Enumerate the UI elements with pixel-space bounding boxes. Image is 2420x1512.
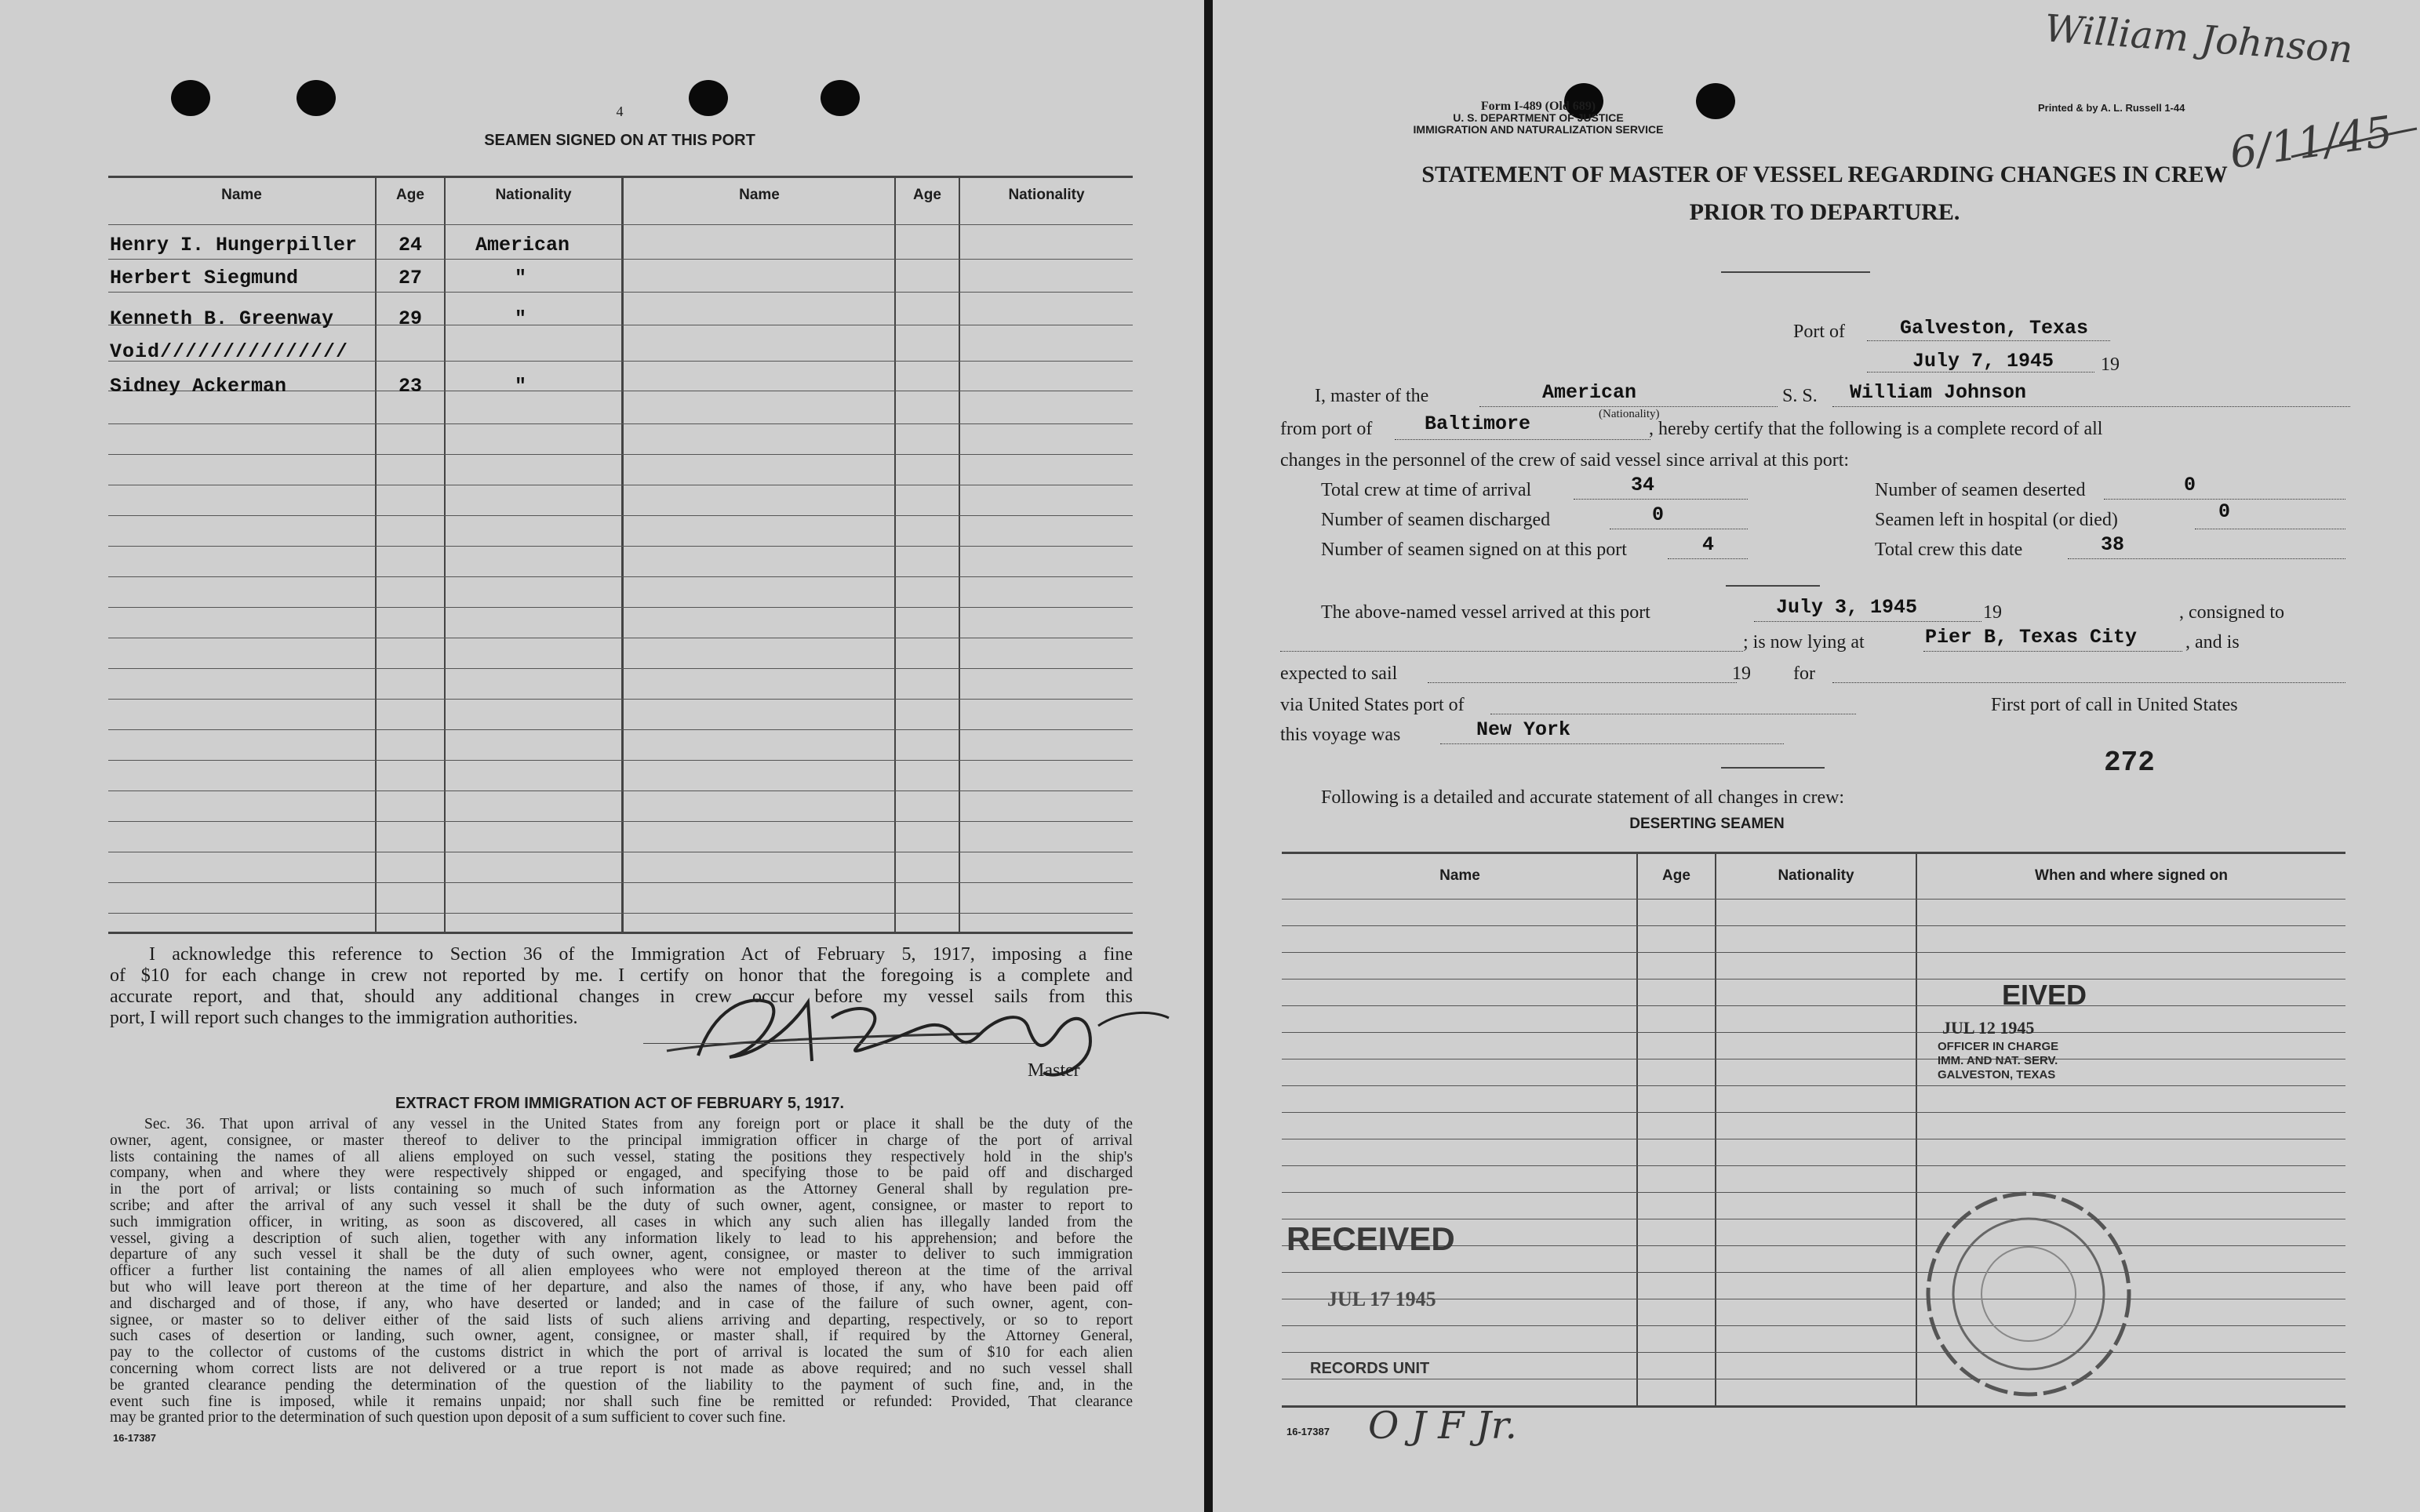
- table-row-rule: [108, 729, 1133, 730]
- ack-line: accurate report, and that, should any additional changes in crew occur before my vessel sails from this: [110, 987, 1133, 1007]
- table-row-rule: [1282, 925, 2345, 926]
- table-row-rule: [108, 259, 1133, 260]
- table-row-rule: [1282, 1352, 2345, 1353]
- and-is-label: , and is: [2185, 632, 2240, 652]
- master-of-label: I, master of the: [1315, 386, 1429, 406]
- extract-line: be granted clearance pending the determination of the question of the liability to the payment of such fine, and, in the: [110, 1376, 1133, 1394]
- extract-line: but who will leave port thereon at the time of her departure, and also the names of those, if any, who have been paid off: [110, 1278, 1133, 1296]
- ack-line: of $10 for each change in crew not reported by me. I certify on honor that the foregoing is a complete and: [110, 965, 1133, 986]
- service: IMMIGRATION AND NATURALIZATION SERVICE: [1413, 123, 1664, 136]
- changes-text: changes in the personnel of the crew of said vessel since arrival at this port:: [1280, 450, 1850, 471]
- round-seal-stamp: [1919, 1184, 2138, 1404]
- deserting-title: DESERTING SEAMEN: [1629, 816, 1785, 832]
- extract-line: and discharged and of those, if any, who have deserted or landed; and in case of the failure of such owner, agent, con-: [110, 1295, 1133, 1312]
- fill-line: [1440, 743, 1784, 744]
- punch-hole: [821, 80, 860, 116]
- col-divider: [1715, 852, 1716, 1405]
- table-row-void: Void///////////////: [110, 340, 349, 363]
- table-row-rule: [108, 515, 1133, 516]
- extract-line: such cases of desertion or landing, such owner, agent, consignee, or master shall, if required by the Attorney General,: [110, 1328, 1133, 1345]
- col-divider: [894, 176, 896, 932]
- received-stamp: RECEIVED: [1286, 1220, 1455, 1257]
- stamp-date: JUL 12 1945: [1942, 1018, 2035, 1038]
- page-gap: [1204, 0, 1213, 1512]
- table-row-rule: [108, 423, 1133, 424]
- table-row-nationality: ": [515, 375, 527, 398]
- table-row-rule: [108, 292, 1133, 293]
- col-header-age: Age: [1662, 867, 1690, 884]
- table-row-rule: [108, 882, 1133, 883]
- discharged-label: Number of seamen discharged: [1321, 510, 1551, 530]
- port-label: Port of: [1793, 322, 1845, 342]
- extract-title: EXTRACT FROM IMMIGRATION ACT OF FEBRUARY 5, 1917.: [395, 1095, 845, 1112]
- title-rule: [1721, 271, 1870, 273]
- extract-line: may be granted prior to the determination of such question upon deposit of a sum sufficient to cover such fine.: [110, 1409, 786, 1427]
- table-row-rule: [1282, 1032, 2345, 1033]
- extract-line: company, when and where they were respectively shipped or engaged, and specifying those to be paid off and discharged: [110, 1165, 1133, 1182]
- table-row-rule: [1282, 952, 2345, 953]
- fill-line: [1832, 406, 2350, 407]
- form-number: Form I-489 (Old 689): [1480, 100, 1596, 113]
- fill-line: [1754, 621, 1981, 622]
- table-row-rule: [1282, 1165, 2345, 1166]
- total-crew-arrival-label: Total crew at time of arrival: [1321, 480, 1532, 500]
- col-header-name: Name: [739, 187, 780, 203]
- extract-line: in the port of arrival; or lists containing so much of such information as the Attorney General shall by regulation pre-: [110, 1181, 1133, 1198]
- table-row-age: 29: [398, 307, 423, 330]
- col-divider: [375, 176, 377, 932]
- col-header-nationality: Nationality: [1008, 187, 1085, 203]
- lying-label: ; is now lying at: [1743, 632, 1865, 652]
- table-row-rule: [1282, 1085, 2345, 1086]
- received-date: JUL 17 1945: [1327, 1288, 1436, 1310]
- port-value: Galveston, Texas: [1900, 317, 2089, 340]
- year-prefix: 19: [1732, 663, 1751, 684]
- fill-line: [1280, 651, 1743, 652]
- table-row-name: Sidney Ackerman: [110, 375, 287, 398]
- table-top-rule: [1282, 852, 2345, 854]
- department: U. S. DEPARTMENT OF JUSTICE: [1453, 111, 1624, 124]
- extract-line: pay to the collector of customs of the customs district in which the port of arrival is located the sum of $10 for each alien: [110, 1344, 1133, 1361]
- consigned-label: , consigned to: [2179, 602, 2284, 623]
- form-code: 16-17387: [1286, 1426, 1330, 1437]
- col-divider: [444, 176, 446, 932]
- extract-line: concerning whom correct lists are not delivered or a true report is not made as above required; and no such vessel shall: [110, 1360, 1133, 1377]
- nationality-value: American: [1542, 381, 1637, 404]
- table-bottom-rule: [108, 932, 1133, 934]
- initials-signature: O J F Jr.: [1368, 1404, 1517, 1448]
- punch-hole: [171, 80, 210, 116]
- table-row-rule: [108, 699, 1133, 700]
- form-title-line2: PRIOR TO DEPARTURE.: [1689, 199, 1960, 225]
- nationality-caption: (Nationality): [1599, 408, 1660, 420]
- handwritten-date: 6/11/45: [2226, 106, 2396, 179]
- extract-line: such immigration officer, in writing, as soon as discovered, all cases in which any such alien has illegally landed from the: [110, 1213, 1133, 1230]
- extract-line: signee, or master so to deliver either of the said lists of such aliens arriving and departing, respectively, or so to report: [110, 1311, 1133, 1328]
- fill-line: [1867, 340, 2110, 341]
- col-divider: [1636, 852, 1638, 1405]
- extract-line: owner, agent, consignee, or master thereof to deliver to the principal immigration officer in charge of the port of arrival: [110, 1132, 1133, 1149]
- table-row-rule: [108, 821, 1133, 822]
- stamp-office-line: OFFICER IN CHARGE: [1938, 1040, 2059, 1053]
- table-row-rule: [108, 576, 1133, 577]
- records-unit-stamp: RECORDS UNIT: [1310, 1360, 1430, 1377]
- fill-line: [1832, 682, 2345, 683]
- fill-line: [2068, 558, 2345, 559]
- stamp-office-line: IMM. AND NAT. SERV.: [1938, 1054, 2058, 1067]
- col-header-age: Age: [396, 187, 424, 203]
- signature-line: [643, 1043, 1035, 1044]
- punch-hole: [689, 80, 728, 116]
- table-row-age: 27: [398, 267, 423, 289]
- extract-line: Sec. 36. That upon arrival of any vessel in the United States from any foreign port or place it shall be the duty of the: [144, 1116, 1133, 1132]
- fill-line: [1574, 499, 1748, 500]
- col-header-name: Name: [1439, 867, 1480, 884]
- arrived-label: The above-named vessel arrived at this port: [1321, 602, 1650, 623]
- page-number: 4: [616, 104, 624, 119]
- year-prefix: 19: [2101, 354, 2120, 375]
- table-row-rule: [1282, 899, 2345, 900]
- extract-line: lists containing the names of all aliens employed on such vessel, stating the positions they respectively hold in the ship's: [110, 1148, 1133, 1165]
- date-value: July 7, 1945: [1912, 350, 2054, 373]
- fill-line: [1479, 406, 1778, 407]
- voyage-port-value: New York: [1476, 718, 1571, 741]
- discharged-value: 0: [1652, 503, 1665, 526]
- year-prefix: 19: [1983, 602, 2002, 623]
- left-title: SEAMEN SIGNED ON AT THIS PORT: [484, 132, 755, 149]
- col-divider: [1916, 852, 1917, 1405]
- extract-line: officer a further list containing the names of all alien employees who were not employed thereon at the time of the arrival: [110, 1263, 1133, 1280]
- voyage-label: this voyage was: [1280, 725, 1401, 745]
- table-row-rule: [1282, 1325, 2345, 1326]
- ss-label: S. S.: [1782, 386, 1818, 406]
- table-row-name: Henry I. Hungerpiller: [110, 234, 358, 256]
- via-label: via United States port of: [1280, 695, 1465, 715]
- master-label: Master: [1028, 1060, 1080, 1081]
- from-port-label: from port of: [1280, 419, 1373, 439]
- first-port-label: First port of call in United States: [1991, 695, 2238, 715]
- table-top-rule: [108, 176, 1133, 178]
- extract-text: [110, 1117, 1133, 1427]
- form-code: 16-17387: [113, 1432, 156, 1444]
- vessel-name: William Johnson: [1850, 381, 2027, 404]
- printed-by: Printed & by A. L. Russell 1-44: [2038, 102, 2185, 114]
- hospital-value: 0: [2218, 500, 2231, 523]
- col-header-age: Age: [913, 187, 941, 203]
- hospital-label: Seamen left in hospital (or died): [1875, 510, 2118, 530]
- form-title-line1: STATEMENT OF MASTER OF VESSEL REGARDING CHANGES IN CREW: [1421, 162, 2228, 187]
- table-row-rule: [1282, 1112, 2345, 1113]
- section-rule: [1721, 767, 1825, 769]
- table-row-rule: [108, 224, 1133, 225]
- stamp-office: [1938, 1040, 2058, 1082]
- form-heading: [1213, 100, 1864, 136]
- table-row-nationality: ": [515, 267, 527, 289]
- table-row-nationality: American: [475, 234, 570, 256]
- total-crew-arrival-value: 34: [1631, 474, 1655, 496]
- signed-on-label: Number of seamen signed on at this port: [1321, 540, 1627, 560]
- table-row-rule: [1282, 1272, 2345, 1273]
- fill-line: [1668, 558, 1748, 559]
- extract-line: event such fine is imposed, while it remains unpaid; nor shall such fine be remitted or refunded: Provided, That clearance: [110, 1393, 1133, 1410]
- table-row-name: Herbert Siegmund: [110, 267, 299, 289]
- extract-line: scribe; and after the arrival of any such vessel it shall be the duty of such owner, agent, consignee, or master to report to: [110, 1197, 1133, 1214]
- table-row-age: 24: [398, 234, 423, 256]
- table-row-rule: [108, 760, 1133, 761]
- table-row-name: Kenneth B. Greenway: [110, 307, 334, 330]
- expected-label: expected to sail: [1280, 663, 1398, 684]
- handwritten-vessel-name: William Johnson: [2043, 6, 2355, 72]
- col-header-name: Name: [221, 187, 262, 203]
- table-row-rule: [108, 607, 1133, 608]
- from-port-value: Baltimore: [1425, 413, 1531, 435]
- fill-line: [1395, 439, 1650, 440]
- ack-line: I acknowledge this reference to Section 36 of the Immigration Act of February 5, 1917, imposing a fine: [149, 944, 1133, 965]
- extract-line: vessel, giving a description of such alien, together with any information likely to lead to his apprehension; and before the: [110, 1230, 1133, 1247]
- number-272: 272: [2104, 747, 2155, 779]
- total-crew-date-label: Total crew this date: [1875, 540, 2023, 560]
- handwritten-stroke: [2287, 125, 2420, 165]
- signed-on-value: 4: [1702, 533, 1715, 556]
- section-rule: [1726, 585, 1820, 587]
- fill-line: [1428, 682, 1737, 683]
- col-header-nationality: Nationality: [1778, 867, 1854, 884]
- table-row-rule: [1282, 1192, 2345, 1193]
- col-header-when-where: When and where signed on: [2035, 867, 2228, 884]
- stamp-received-partial: EIVED: [2002, 979, 2087, 1011]
- right-page: [1213, 0, 2420, 1512]
- table-row-rule: [1282, 979, 2345, 980]
- fill-line: [2104, 499, 2345, 500]
- table-row-age: 23: [398, 375, 423, 398]
- table-row-rule: [108, 668, 1133, 669]
- ack-line: port, I will report such changes to the immigration authorities.: [110, 1008, 578, 1028]
- deserted-value: 0: [2184, 474, 2196, 496]
- table-row-rule: [108, 913, 1133, 914]
- arrived-date: July 3, 1945: [1776, 596, 1918, 619]
- for-label: for: [1793, 663, 1815, 684]
- col-header-nationality: Nationality: [495, 187, 572, 203]
- fill-line: [1923, 651, 2182, 652]
- stamp-office-line: GALVESTON, TEXAS: [1938, 1068, 2056, 1081]
- total-crew-date-value: 38: [2101, 533, 2125, 556]
- lying-at-value: Pier B, Texas City: [1925, 626, 2138, 649]
- deserted-label: Number of seamen deserted: [1875, 480, 2086, 500]
- col-divider: [621, 176, 624, 932]
- table-row-nationality: ": [515, 307, 527, 330]
- following-text: Following is a detailed and accurate statement of all changes in crew:: [1321, 787, 1845, 808]
- punch-hole: [297, 80, 336, 116]
- col-divider: [959, 176, 960, 932]
- certify-text: , hereby certify that the following is a complete record of all: [1649, 419, 2103, 439]
- table-row-rule: [1282, 1005, 2345, 1006]
- extract-line: departure of any such vessel it shall be the duty of such owner, agent, consignee, or master to deliver to such immigration: [110, 1246, 1133, 1263]
- master-signature: [651, 987, 1185, 1089]
- table-row-rule: [108, 454, 1133, 455]
- table-row-rule: [108, 546, 1133, 547]
- left-page: [0, 0, 1204, 1512]
